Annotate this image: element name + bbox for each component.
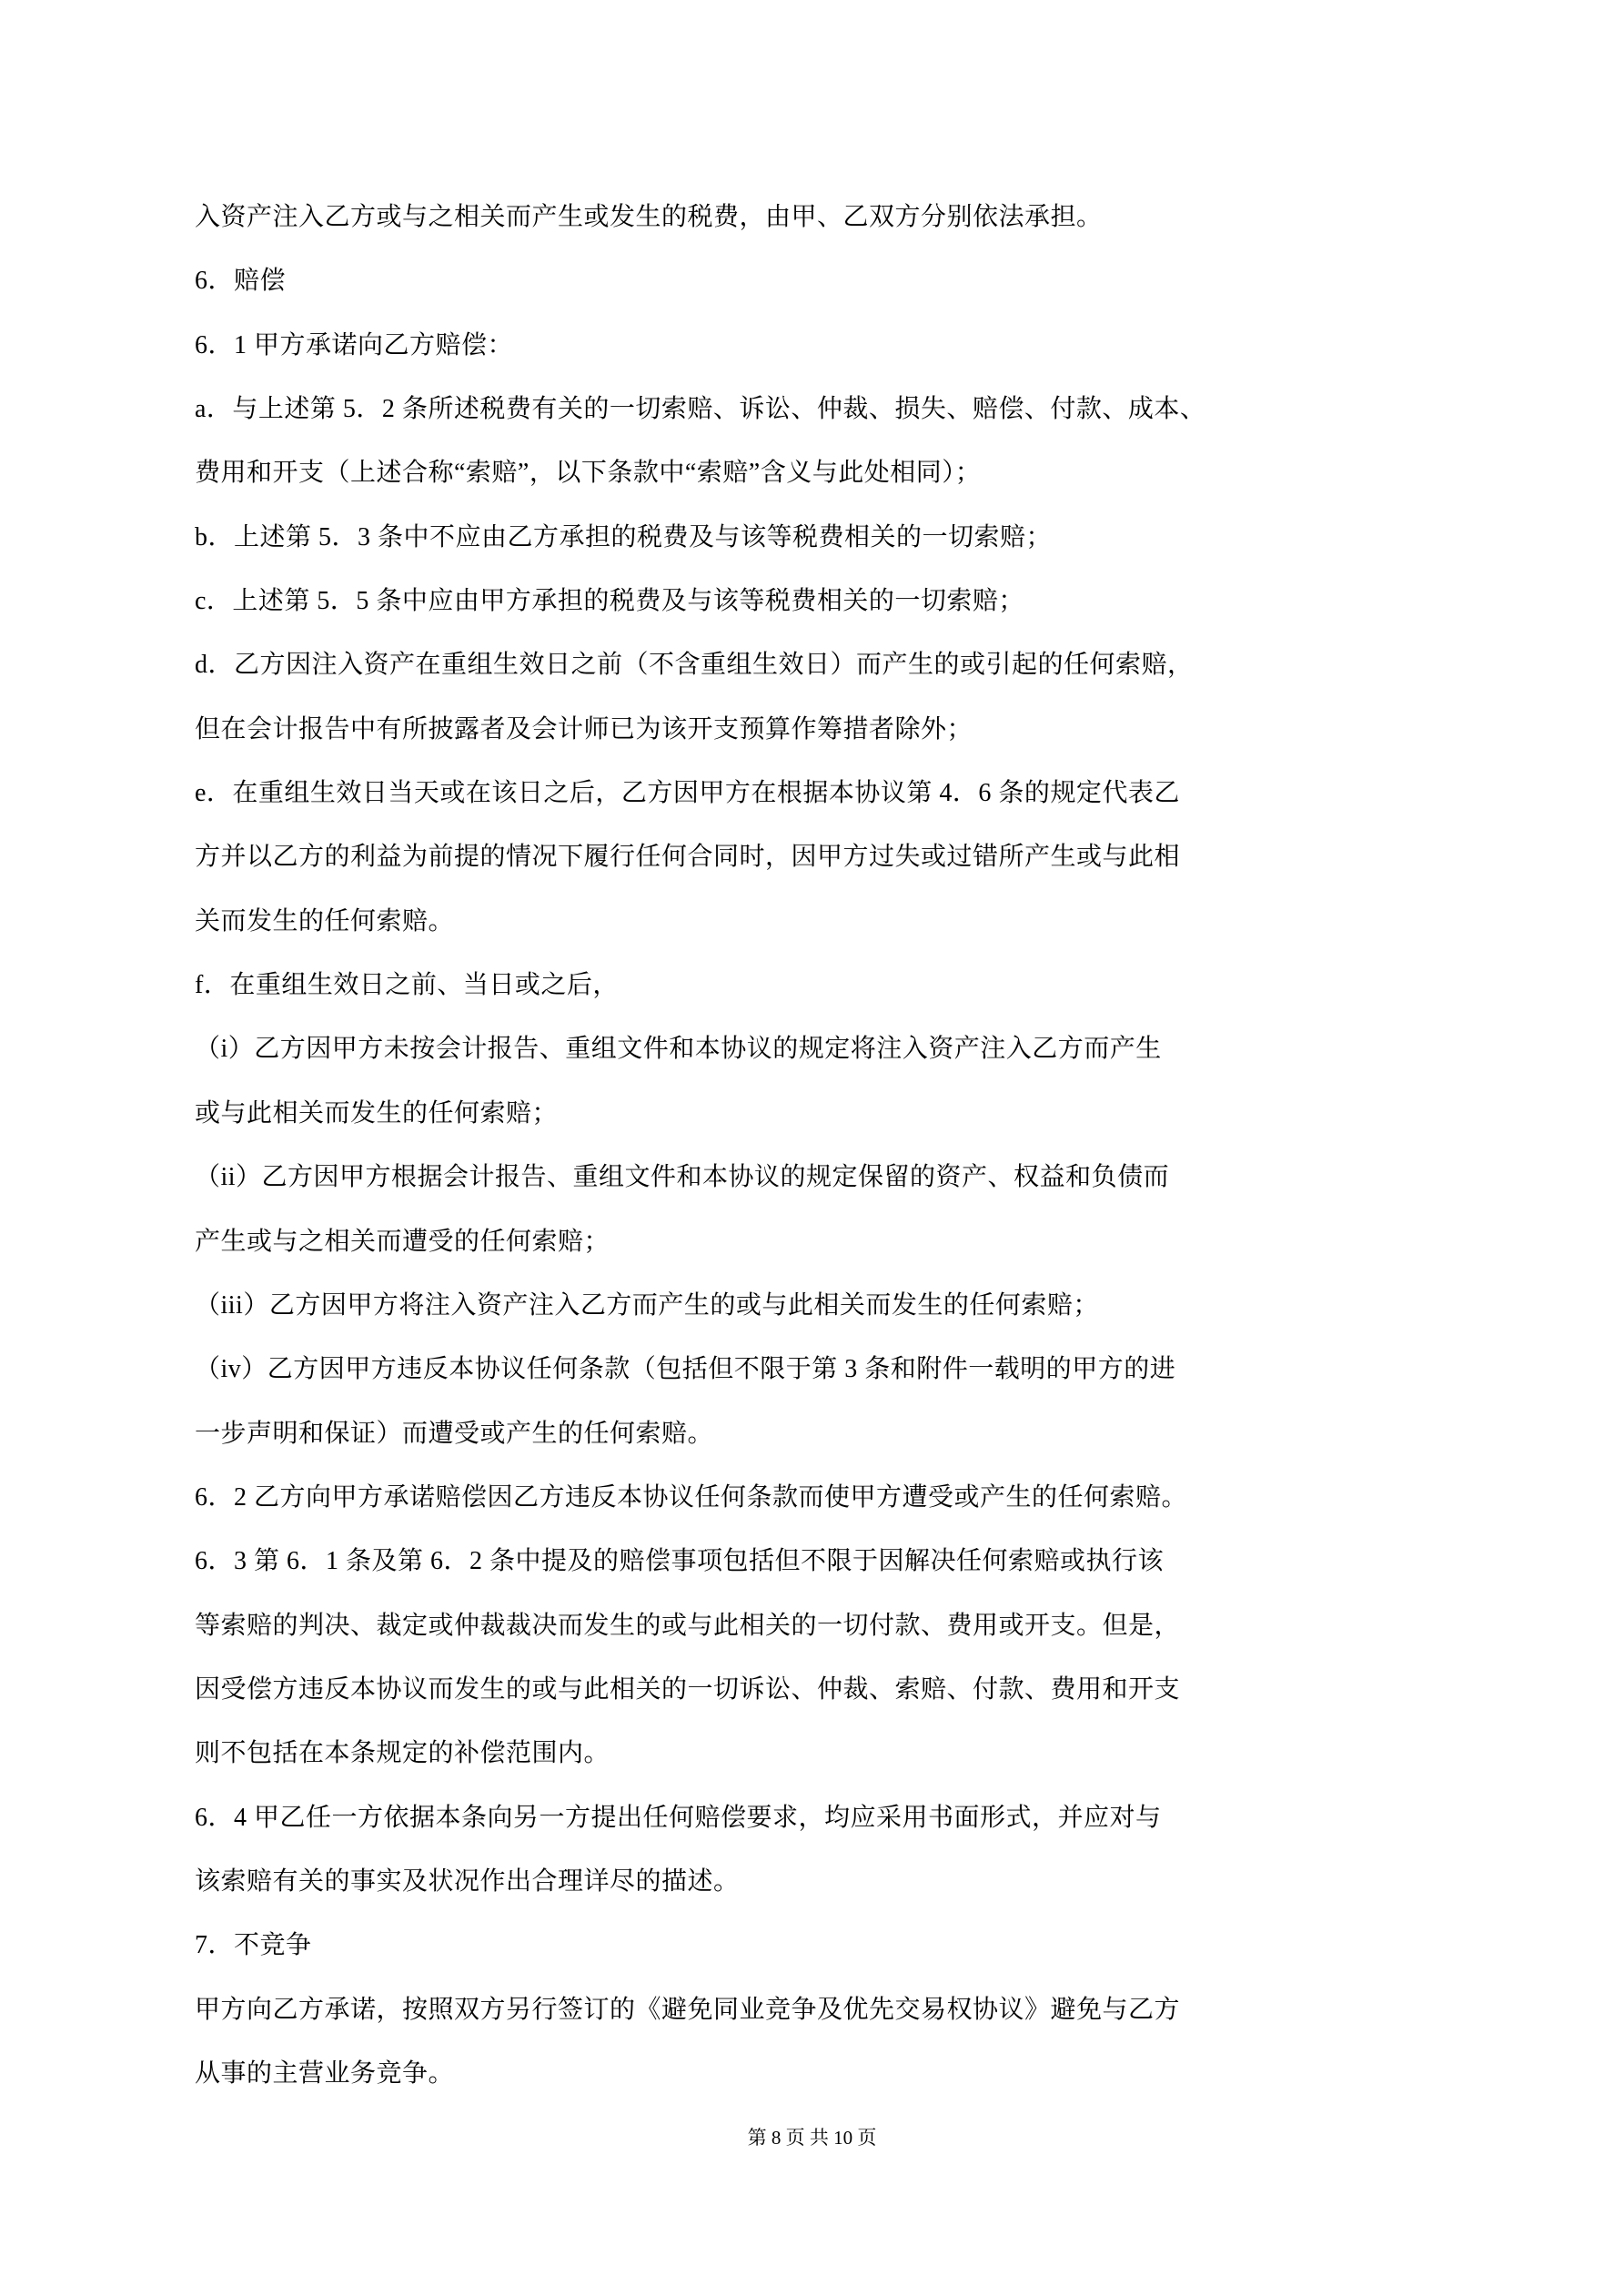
text-line: 或与此相关而发生的任何索赔； [195, 1098, 559, 1128]
text-line: 从事的主营业务竞争。 [195, 2058, 455, 2088]
list-item: e．在重组生效日当天或在该日之后，乙方因甲方在根据本协议第 4．6 条的规定代表乙 [195, 779, 1180, 808]
text-line: 费用和开支（上述合称“索赔”，以下条款中“索赔”含义与此处相同）； [195, 459, 982, 488]
list-item: （iii）乙方因甲方将注入资产注入乙方而产生的或与此相关而发生的任何索赔； [195, 1290, 1099, 1320]
section-heading: 6．赔偿 [195, 267, 287, 296]
clause-heading: 6．2 乙方向甲方承诺赔偿因乙方违反本协议任何条款而使甲方遭受或产生的任何索赔。 [195, 1482, 1188, 1512]
list-item: a．与上述第 5．2 条所述税费有关的一切索赔、诉讼、仲裁、损失、赔偿、付款、成本、 [195, 395, 1206, 424]
text-line: 因受偿方违反本协议而发生的或与此相关的一切诉讼、仲裁、索赔、付款、费用和开支 [195, 1674, 1181, 1704]
list-item: f．在重组生效日之前、当日或之后， [195, 971, 619, 1000]
text-line: 则不包括在本条规定的补偿范围内。 [195, 1739, 610, 1768]
list-item: （ii）乙方因甲方根据会计报告、重组文件和本协议的规定保留的资产、权益和负债而 [195, 1163, 1170, 1192]
text-line: 入资产注入乙方或与之相关而产生或发生的税费，由甲、乙双方分别依法承担。 [195, 203, 1103, 231]
list-item: c．上述第 5．5 条中应由甲方承担的税费及与该等税费相关的一切索赔； [195, 587, 1024, 616]
text-line: 但在会计报告中有所披露者及会计师已为该开支预算作筹措者除外； [195, 714, 973, 743]
text-line: 产生或与之相关而遭受的任何索赔； [195, 1227, 610, 1256]
list-item: d．乙方因注入资产在重组生效日之前（不含重组生效日）而产生的或引起的任何索赔， [195, 651, 1194, 680]
text-line: 一步声明和保证）而遭受或产生的任何索赔。 [195, 1419, 714, 1448]
clause-heading: 6．1 甲方承诺向乙方赔偿： [195, 330, 514, 359]
list-item: （iv）乙方因甲方违反本协议任何条款（包括但不限于第 3 条和附件一载明的甲方的进 [195, 1355, 1176, 1384]
clause-heading: 6．3 第 6．1 条及第 6．2 条中提及的赔偿事项包括但不限于因解决任何索赔或执行该 [195, 1547, 1165, 1576]
text-line: 方并以乙方的利益为前提的情况下履行任何合同时，因甲方过失或过错所产生或与此相 [195, 843, 1181, 872]
page-number: 第 8 页 共 10 页 [747, 2127, 877, 2149]
section-heading: 7．不竞争 [195, 1931, 312, 1960]
document-body [195, 186, 1437, 2106]
text-line: 该索赔有关的事实及状况作出合理详尽的描述。 [195, 1866, 740, 1896]
clause-heading: 6．4 甲乙任一方依据本条向另一方提出任何赔偿要求，均应采用书面形式，并应对与 [195, 1803, 1162, 1832]
list-item: b．上述第 5．3 条中不应由乙方承担的税费及与该等税费相关的一切索赔； [195, 522, 1053, 551]
text-line: 甲方向乙方承诺，按照双方另行签订的《避免同业竞争及优先交易权协议》避免与乙方 [195, 1995, 1181, 2024]
text-line: 关而发生的任何索赔。 [195, 906, 455, 936]
text-line: 等索赔的判决、裁定或仲裁裁决而发生的或与此相关的一切付款、费用或开支。但是， [195, 1611, 1181, 1640]
list-item: （i）乙方因甲方未按会计报告、重组文件和本协议的规定将注入资产注入乙方而产生 [195, 1035, 1162, 1064]
